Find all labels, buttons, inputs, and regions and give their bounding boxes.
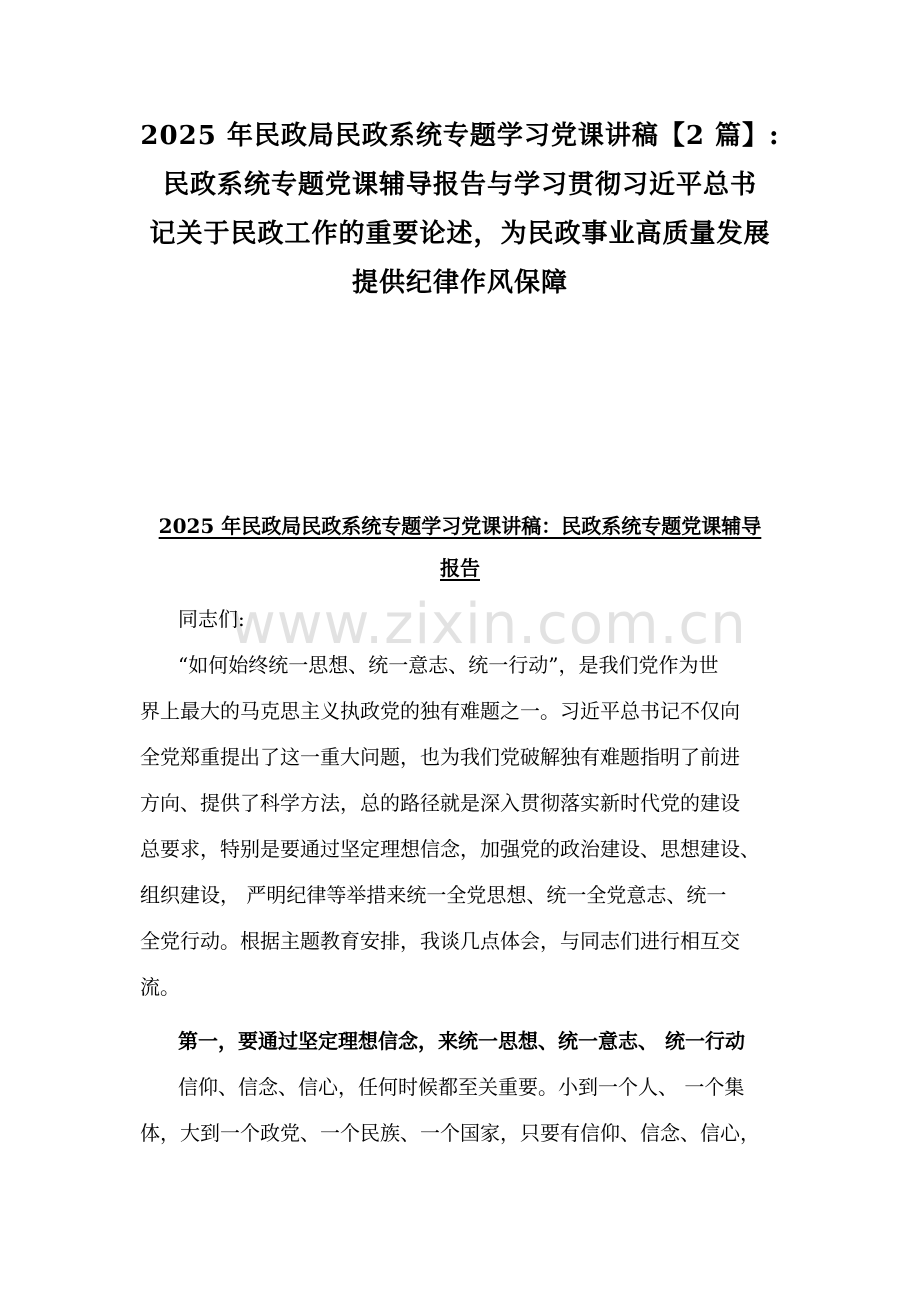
paragraph-line: 方向、提供了科学方法，总的路径就是深入贯彻落实新时代党的建设 [140,791,740,815]
paragraph-line: 总要求，特别是要通过坚定理想信念，加强党的政治建设、思想建设、 [140,837,760,861]
main-title-line: 2025 年民政局民政系统专题学习党课讲稿【2 篇】: [140,121,780,151]
main-title-line: 记关于民政工作的重要论述，为民政事业高质量发展 [149,219,771,249]
section-heading: 第一，要通过坚定理想信念，来统一思想、统一意志、 统一行动 [178,1029,745,1053]
paragraph-line: 界上最大的马克思主义执政党的独有难题之一。习近平总书记不仅向 [140,699,740,723]
section-title-line: 报告 [440,556,480,580]
main-title-line: 民政系统专题党课辅导报告与学习贯彻习近平总书 [162,170,757,200]
paragraph-line: 信仰、信念、信心，任何时候都至关重要。小到一个人、 一个集 [178,1075,745,1099]
watermark: www.zixin.com.cn [230,592,747,657]
greeting: 同志们: [178,607,245,631]
paragraph-line: “如何始终统一思想、统一意志、统一行动”，是我们党作为世 [178,653,719,677]
paragraph-line: 全党行动。根据主题教育安排，我谈几点体会，与同志们进行相互交 [140,929,740,953]
document-main-title [120,112,800,308]
document-body [140,596,785,1156]
paragraph-line: 组织建设， 严明纪律等举措来统一全党思想、统一全党意志、统一 [140,883,727,907]
section-title [135,505,785,589]
section-title-line: 2025 年民政局民政系统专题学习党课讲稿：民政系统专题党课辅导 [158,514,762,538]
paragraph-line: 体，大到一个政党、一个民族、一个国家，只要有信仰、信念、信心， [140,1121,760,1145]
paragraph-line: 全党郑重提出了这一重大问题，也为我们党破解独有难题指明了前进 [140,745,740,769]
paragraph-line: 流。 [140,975,180,999]
main-title-line: 提供纪律作风保障 [351,268,568,298]
